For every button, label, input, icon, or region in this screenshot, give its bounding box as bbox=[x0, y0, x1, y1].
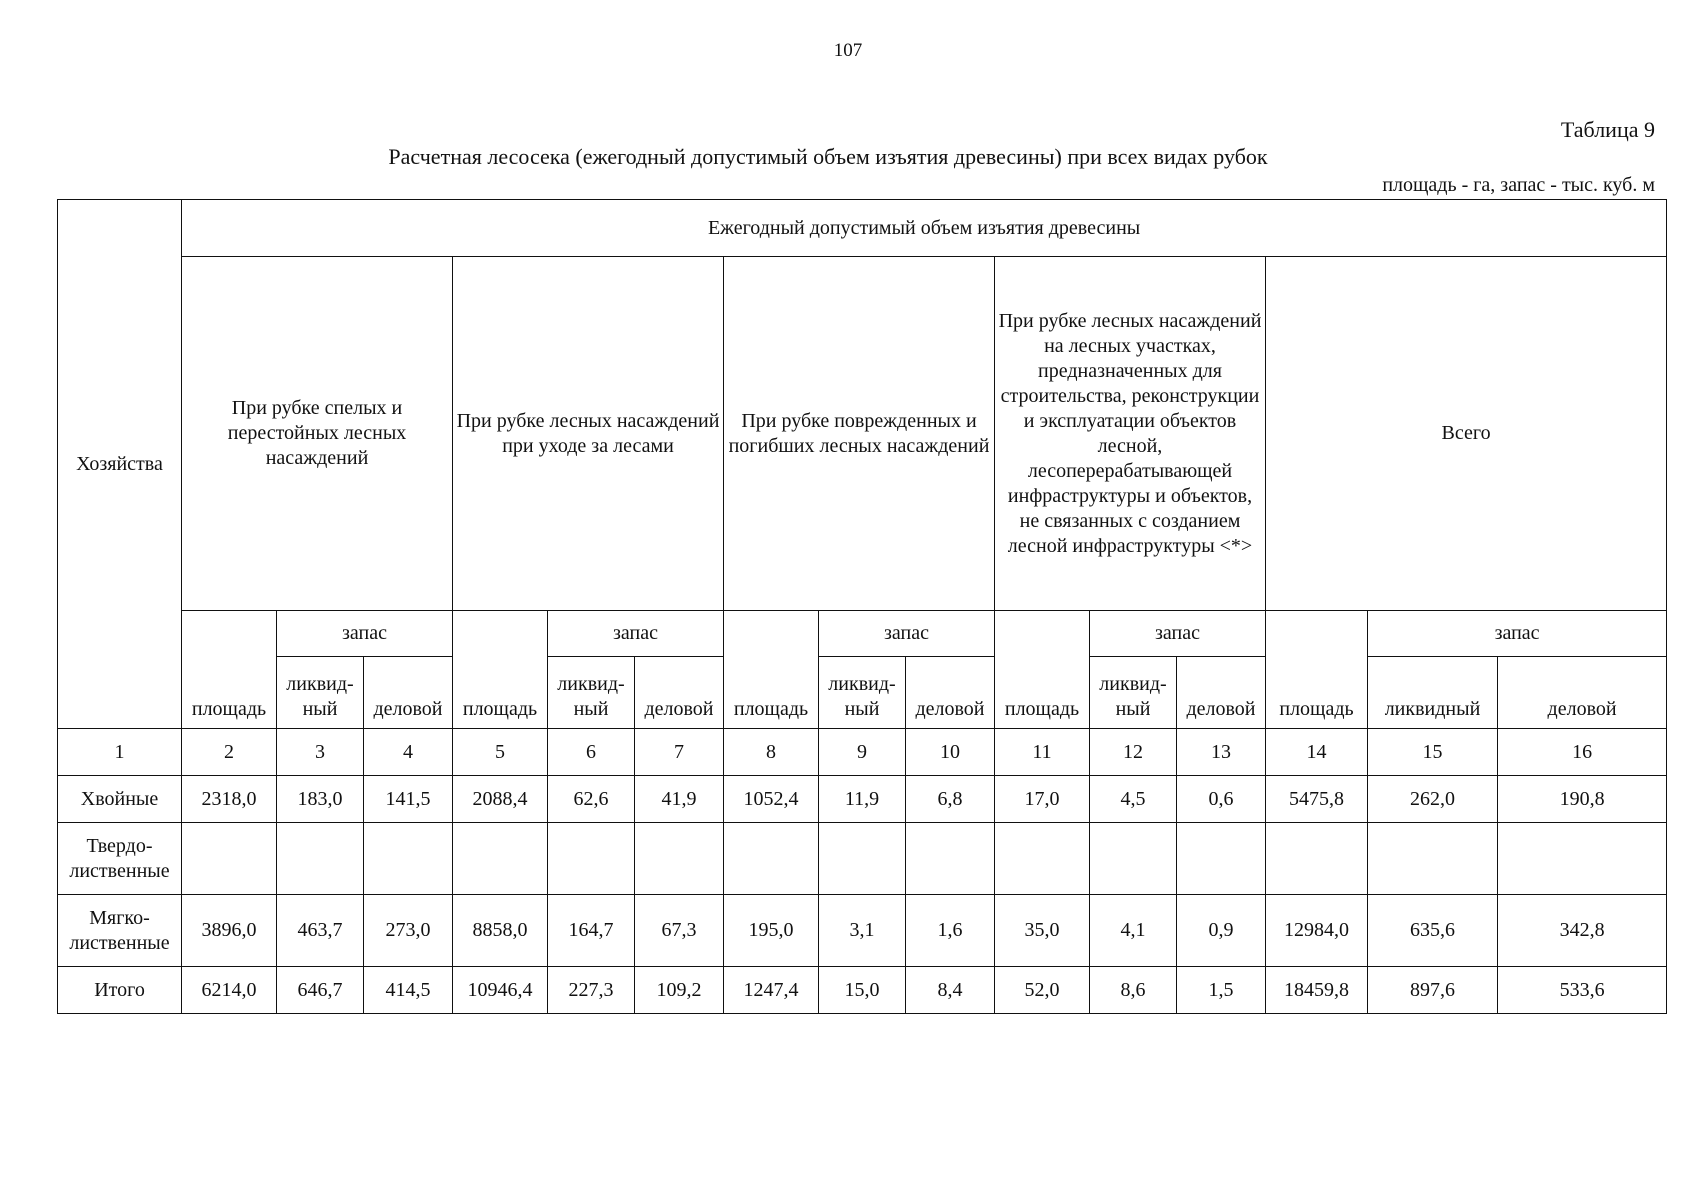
table-cell: 164,7 bbox=[548, 895, 635, 967]
table-cell bbox=[453, 823, 548, 895]
page-number: 107 bbox=[833, 40, 863, 61]
column-number: 13 bbox=[1177, 729, 1266, 776]
table-cell bbox=[548, 823, 635, 895]
header-group-thinning: При рубке лесных насаждений при уходе за лесами bbox=[453, 257, 724, 611]
column-number: 11 bbox=[995, 729, 1090, 776]
column-number: 14 bbox=[1266, 729, 1368, 776]
column-number: 2 bbox=[182, 729, 277, 776]
table-cell bbox=[364, 823, 453, 895]
header-stock: запас bbox=[1368, 611, 1667, 657]
header-business: деловой bbox=[906, 657, 995, 729]
table-cell: 0,9 bbox=[1177, 895, 1266, 967]
table-cell: 3,1 bbox=[819, 895, 906, 967]
table-cell: 1,5 bbox=[1177, 967, 1266, 1014]
table-cell: 8,4 bbox=[906, 967, 995, 1014]
table-cell bbox=[1266, 823, 1368, 895]
table-cell: 6214,0 bbox=[182, 967, 277, 1014]
table-label: Таблица 9 bbox=[1560, 117, 1655, 142]
table-cell: 646,7 bbox=[277, 967, 364, 1014]
table-title: Расчетная лесосека (ежегодный допустимый объем изъятия древесины) при всех видах рубок bbox=[388, 144, 1268, 169]
header-area: площадь bbox=[995, 611, 1090, 729]
column-number: 6 bbox=[548, 729, 635, 776]
column-number: 8 bbox=[724, 729, 819, 776]
column-number: 10 bbox=[906, 729, 995, 776]
table-row bbox=[58, 823, 1667, 895]
table-cell: 1247,4 bbox=[724, 967, 819, 1014]
table-cell: 533,6 bbox=[1498, 967, 1667, 1014]
table-cell: 897,6 bbox=[1368, 967, 1498, 1014]
table-cell: 183,0 bbox=[277, 776, 364, 823]
table-cell: 4,5 bbox=[1090, 776, 1177, 823]
column-number: 12 bbox=[1090, 729, 1177, 776]
header-annual-volume: Ежегодный допустимый объем изъятия древесины bbox=[182, 200, 1667, 257]
table-cell bbox=[1498, 823, 1667, 895]
table-cell: 11,9 bbox=[819, 776, 906, 823]
header-area: площадь bbox=[453, 611, 548, 729]
table-cell: 262,0 bbox=[1368, 776, 1498, 823]
table-cell bbox=[906, 823, 995, 895]
table-cell: 5475,8 bbox=[1266, 776, 1368, 823]
table-cell: 273,0 bbox=[364, 895, 453, 967]
row-label: Хвойные bbox=[58, 776, 182, 823]
header-stock: запас bbox=[1090, 611, 1266, 657]
table-row bbox=[58, 895, 1667, 967]
column-number: 7 bbox=[635, 729, 724, 776]
header-liquid: ликвид-ный bbox=[277, 657, 364, 729]
table-cell: 67,3 bbox=[635, 895, 724, 967]
header-liquid: ликвид-ный bbox=[819, 657, 906, 729]
header-area: площадь bbox=[182, 611, 277, 729]
table-cell: 41,9 bbox=[635, 776, 724, 823]
header-group-mature: При рубке спелых и перестойных лесных насаждений bbox=[182, 257, 453, 611]
table-cell: 109,2 bbox=[635, 967, 724, 1014]
column-number: 3 bbox=[277, 729, 364, 776]
column-number-row bbox=[58, 729, 1667, 776]
header-farms: Хозяйства bbox=[58, 200, 182, 729]
header-group-construction: При рубке лесных насаждений на лесных участках, предназначенных для строительства, реконструкции и эксплуатации объектов лесной, лесоперерабатывающей инфраструктуры и объектов, не связанных с созданием лесной инфраструктуры <*> bbox=[995, 257, 1266, 611]
header-business: деловой bbox=[1177, 657, 1266, 729]
table-cell: 4,1 bbox=[1090, 895, 1177, 967]
header-liquid: ликвид-ный bbox=[548, 657, 635, 729]
units-note: площадь - га, запас - тыс. куб. м bbox=[1382, 174, 1655, 196]
header-group-damaged: При рубке поврежденных и погибших лесных насаждений bbox=[724, 257, 995, 611]
table-cell: 52,0 bbox=[995, 967, 1090, 1014]
header-business: деловой bbox=[1498, 657, 1667, 729]
table-cell bbox=[182, 823, 277, 895]
table-cell: 190,8 bbox=[1498, 776, 1667, 823]
table-cell: 8,6 bbox=[1090, 967, 1177, 1014]
table-cell: 12984,0 bbox=[1266, 895, 1368, 967]
table-cell: 15,0 bbox=[819, 967, 906, 1014]
table-cell: 227,3 bbox=[548, 967, 635, 1014]
row-label: Итого bbox=[58, 967, 182, 1014]
table-cell bbox=[819, 823, 906, 895]
table-cell bbox=[1368, 823, 1498, 895]
header-stock: запас bbox=[819, 611, 995, 657]
column-number: 9 bbox=[819, 729, 906, 776]
row-label: Мягко-лиственные bbox=[58, 895, 182, 967]
table-cell: 1052,4 bbox=[724, 776, 819, 823]
header-area: площадь bbox=[724, 611, 819, 729]
table-cell: 0,6 bbox=[1177, 776, 1266, 823]
table-cell: 6,8 bbox=[906, 776, 995, 823]
table-cell bbox=[635, 823, 724, 895]
table-cell: 8858,0 bbox=[453, 895, 548, 967]
column-number: 5 bbox=[453, 729, 548, 776]
header-liquid: ликвид-ный bbox=[1090, 657, 1177, 729]
table-cell bbox=[724, 823, 819, 895]
table-cell: 342,8 bbox=[1498, 895, 1667, 967]
column-number: 16 bbox=[1498, 729, 1667, 776]
header-business: деловой bbox=[635, 657, 724, 729]
column-number: 1 bbox=[58, 729, 182, 776]
table-row bbox=[58, 776, 1667, 823]
table-cell bbox=[277, 823, 364, 895]
row-label: Твердо-лиственные bbox=[58, 823, 182, 895]
table-cell: 195,0 bbox=[724, 895, 819, 967]
table-cell bbox=[1177, 823, 1266, 895]
table-cell: 2318,0 bbox=[182, 776, 277, 823]
column-number: 4 bbox=[364, 729, 453, 776]
header-area: площадь bbox=[1266, 611, 1368, 729]
table-cell: 414,5 bbox=[364, 967, 453, 1014]
table-cell bbox=[995, 823, 1090, 895]
column-number: 15 bbox=[1368, 729, 1498, 776]
header-group-total: Всего bbox=[1266, 257, 1667, 611]
table-row bbox=[58, 967, 1667, 1014]
table-cell: 18459,8 bbox=[1266, 967, 1368, 1014]
allowable-cut-table bbox=[57, 199, 1667, 1014]
table-cell: 10946,4 bbox=[453, 967, 548, 1014]
table-cell: 3896,0 bbox=[182, 895, 277, 967]
table-cell: 17,0 bbox=[995, 776, 1090, 823]
header-liquid-total: ликвидный bbox=[1368, 657, 1498, 729]
header-stock: запас bbox=[277, 611, 453, 657]
table-cell bbox=[1090, 823, 1177, 895]
table-cell: 463,7 bbox=[277, 895, 364, 967]
table-cell: 2088,4 bbox=[453, 776, 548, 823]
table-cell: 35,0 bbox=[995, 895, 1090, 967]
table-cell: 62,6 bbox=[548, 776, 635, 823]
header-business: деловой bbox=[364, 657, 453, 729]
table-cell: 1,6 bbox=[906, 895, 995, 967]
table-cell: 141,5 bbox=[364, 776, 453, 823]
header-stock: запас bbox=[548, 611, 724, 657]
table-cell: 635,6 bbox=[1368, 895, 1498, 967]
